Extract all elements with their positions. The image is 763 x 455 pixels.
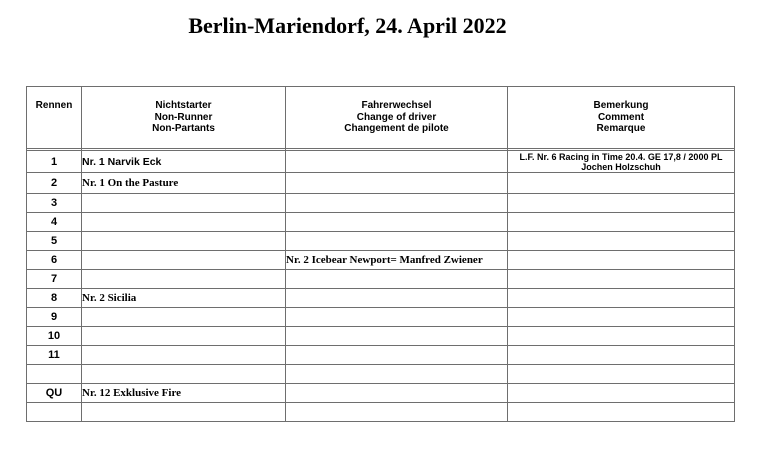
table-row bbox=[27, 251, 735, 270]
header-fahrerwechsel bbox=[286, 87, 508, 149]
header-rennen bbox=[27, 87, 82, 149]
nonrunner-cell: Nr. 12 Exklusive Fire bbox=[82, 384, 286, 403]
driver-change-cell bbox=[286, 384, 508, 403]
race-number: 10 bbox=[27, 327, 82, 346]
header-nichtstarter bbox=[82, 87, 286, 149]
race-number: 2 bbox=[27, 173, 82, 194]
remark-cell bbox=[508, 327, 735, 346]
table-header-row bbox=[27, 87, 735, 149]
header-rennen-label: Rennen bbox=[35, 100, 73, 111]
race-number: 9 bbox=[27, 308, 82, 327]
driver-change-cell bbox=[286, 346, 508, 365]
table-row bbox=[27, 270, 735, 289]
race-number: 6 bbox=[27, 251, 82, 270]
race-number: 5 bbox=[27, 232, 82, 251]
remark-cell bbox=[508, 194, 735, 213]
driver-change-cell bbox=[286, 213, 508, 232]
nonrunner-cell bbox=[82, 251, 286, 270]
race-number: 1 bbox=[27, 151, 82, 173]
header-bemerkung-en: Comment bbox=[597, 111, 645, 123]
nonrunner-table bbox=[26, 86, 735, 422]
driver-change-cell bbox=[286, 194, 508, 213]
remark-cell bbox=[508, 308, 735, 327]
header-nichtstarter-fr: Non-Partants bbox=[152, 123, 215, 135]
nonrunner-cell: Nr. 1 On the Pasture bbox=[82, 173, 286, 194]
nonrunner-cell bbox=[82, 194, 286, 213]
nonrunner-cell bbox=[82, 346, 286, 365]
race-number: 3 bbox=[27, 194, 82, 213]
driver-change-cell bbox=[286, 327, 508, 346]
nonrunner-cell bbox=[82, 308, 286, 327]
table-row bbox=[27, 194, 735, 213]
race-number bbox=[27, 365, 82, 384]
race-number: 4 bbox=[27, 213, 82, 232]
nonrunner-cell bbox=[82, 270, 286, 289]
driver-change-cell bbox=[286, 270, 508, 289]
nonrunner-cell: Nr. 1 Narvik Eck bbox=[82, 151, 286, 173]
table-row bbox=[27, 232, 735, 251]
header-bemerkung-de: Bemerkung bbox=[593, 100, 649, 112]
header-fahrerwechsel-en: Change of driver bbox=[356, 111, 437, 123]
table-row bbox=[27, 289, 735, 308]
race-number: 8 bbox=[27, 289, 82, 308]
remark-cell bbox=[508, 365, 735, 384]
nonrunner-cell bbox=[82, 365, 286, 384]
nonrunner-cell bbox=[82, 213, 286, 232]
race-number: 11 bbox=[27, 346, 82, 365]
header-bemerkung bbox=[508, 87, 735, 149]
driver-change-cell bbox=[286, 173, 508, 194]
driver-change-cell bbox=[286, 232, 508, 251]
remark-cell bbox=[508, 403, 735, 422]
table-row bbox=[27, 308, 735, 327]
nonrunner-cell: Nr. 2 Sicilia bbox=[82, 289, 286, 308]
race-number bbox=[27, 403, 82, 422]
remark-cell bbox=[508, 270, 735, 289]
table-row bbox=[27, 327, 735, 346]
table-row bbox=[27, 213, 735, 232]
header-bemerkung-fr: Remarque bbox=[596, 123, 646, 135]
race-number: QU bbox=[27, 384, 82, 403]
table-row bbox=[27, 365, 735, 384]
driver-change-cell bbox=[286, 403, 508, 422]
driver-change-cell bbox=[286, 289, 508, 308]
table-row bbox=[27, 151, 735, 173]
header-nichtstarter-en: Non-Runner bbox=[154, 111, 213, 123]
driver-change-cell: Nr. 2 Icebear Newport= Manfred Zwiener bbox=[286, 251, 508, 270]
remark-cell bbox=[508, 232, 735, 251]
driver-change-cell bbox=[286, 151, 508, 173]
table-row bbox=[27, 173, 735, 194]
driver-change-cell bbox=[286, 365, 508, 384]
remark-cell bbox=[508, 173, 735, 194]
remark-line: Jochen Holzschuh bbox=[581, 161, 661, 172]
header-fahrerwechsel-fr: Changement de pilote bbox=[344, 123, 449, 135]
header-nichtstarter-de: Nichtstarter bbox=[155, 100, 212, 112]
race-number: 7 bbox=[27, 270, 82, 289]
remark-cell bbox=[508, 251, 735, 270]
remark-line: L.F. Nr. 6 Racing in Time 20.4. GE 17,8 / 2000 PL bbox=[519, 151, 723, 162]
remark-cell bbox=[508, 289, 735, 308]
nonrunner-cell bbox=[82, 232, 286, 251]
remark-cell bbox=[508, 151, 735, 173]
nonrunner-cell bbox=[82, 403, 286, 422]
header-fahrerwechsel-de: Fahrerwechsel bbox=[361, 100, 432, 112]
nonrunner-cell bbox=[82, 327, 286, 346]
driver-change-cell bbox=[286, 308, 508, 327]
page-title: Berlin-Mariendorf, 24. April 2022 bbox=[188, 13, 507, 38]
table-row bbox=[27, 384, 735, 403]
remark-cell bbox=[508, 346, 735, 365]
table-row bbox=[27, 346, 735, 365]
table-row bbox=[27, 403, 735, 422]
remark-cell bbox=[508, 384, 735, 403]
remark-cell bbox=[508, 213, 735, 232]
